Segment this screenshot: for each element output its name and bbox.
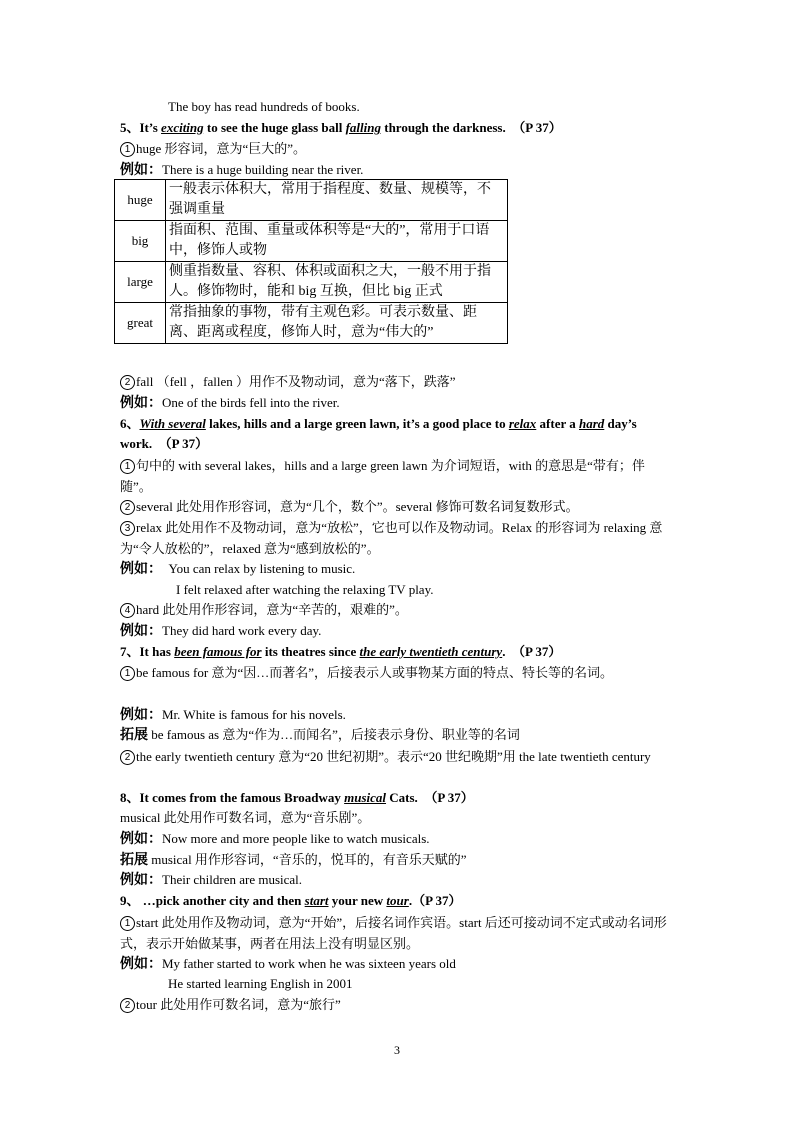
circle-number: 2 xyxy=(120,750,135,765)
table-row xyxy=(115,180,508,221)
note-item: 2 fall （fell ，fallen ）用作不及物动词，意为“落下，跌落” xyxy=(120,372,676,391)
table-row xyxy=(115,262,508,303)
example-line: 例如：There is a huge building near the river. xyxy=(120,162,364,178)
circle-number: 1 xyxy=(120,142,135,157)
example-line: 例如：My father started to work when he was sixteen years old xyxy=(120,956,456,972)
word-cell: huge xyxy=(115,180,166,221)
section-8-heading: 8、It comes from the famous Broadway musical Cats. （P 37） xyxy=(120,790,474,805)
note-item: 1 huge 形容词，意为“巨大的”。 xyxy=(120,139,676,158)
note-item: 1 be famous for 意为“因…而著名”，后接表示人或事物某方面的特点、特长等的名词。 xyxy=(120,662,676,683)
word-cell: large xyxy=(115,262,166,303)
circle-number: 1 xyxy=(120,459,135,474)
circle-number: 1 xyxy=(120,666,135,681)
example-line: 例如：Now more and more people like to watch musicals. xyxy=(120,831,430,847)
circle-number: 4 xyxy=(120,603,135,618)
description-cell: 指面积、范围、重量或体积等是“大的”，常用于口语中，修饰人或物 xyxy=(166,221,508,262)
note-item: 1 句中的 with several lakes，hills and a large green lawn 为介词短语，with 的意思是“带有；伴随”。 xyxy=(120,458,645,494)
word-cell: big xyxy=(115,221,166,262)
example-sentence: The boy has read hundreds of books. xyxy=(168,99,360,114)
extension-line: 拓展 musical 用作形容词，“音乐的，悦耳的，有音乐天赋的” xyxy=(120,852,467,868)
example-line: I felt relaxed after watching the relaxing TV play. xyxy=(176,582,434,597)
note-item: musical 此处用作可数名词，意为“音乐剧”。 xyxy=(120,810,371,825)
example-line: He started learning English in 2001 xyxy=(168,976,353,991)
example-line: 例如： You can relax by listening to music. xyxy=(120,561,356,577)
section-9-heading: 9、 …pick another city and then start your new tour.（P 37） xyxy=(120,893,462,908)
description-cell: 侧重指数量、容积、体积或面积之大，一般不用于指人。修饰物时，能和 big 互换，但比 big 正式 xyxy=(166,262,508,303)
circle-number: 2 xyxy=(120,998,135,1013)
note-item: 1 start 此处用作及物动词，意为“开始”，后接名词作宾语。start 后还可接动词不定式或动名词形式，表示开始做某事，两者在用法上没有明显区别。 xyxy=(120,915,667,951)
circle-number: 2 xyxy=(120,500,135,515)
table-row xyxy=(115,221,508,262)
note-item: 4 hard 此处用作形容词，意为“辛苦的，艰难的”。 xyxy=(120,600,676,619)
section-5-heading: 5、It’s exciting to see the huge glass ball falling through the darkness. （P 37） xyxy=(120,120,562,135)
circle-number: 2 xyxy=(120,375,135,390)
page-number: 3 xyxy=(394,1043,400,1057)
note-item: 3 relax 此处用作不及物动词，意为“放松”，它也可以作及物动词。Relax 的形容词为 relaxing 意为“令人放松的”，relaxed 意为“感到放松的”。 xyxy=(120,520,663,556)
circle-number: 1 xyxy=(120,916,135,931)
description-cell: 常指抽象的事物，带有主观色彩。可表示数量、距离、距离或程度，修饰人时，意为“伟大的” xyxy=(166,303,508,344)
section-7-heading: 7、It has been famous for its theatres since the early twentieth century. （P 37） xyxy=(120,644,562,659)
description-cell: 一般表示体积大，常用于指程度、数量、规模等，不强调重量 xyxy=(166,180,508,221)
example-line: 例如：Mr. White is famous for his novels. xyxy=(120,707,346,723)
example-line: 例如：They did hard work every day. xyxy=(120,623,322,639)
table-row xyxy=(115,303,508,344)
note-item: 2 tour 此处用作可数名词，意为“旅行” xyxy=(120,995,676,1014)
note-item: 2 several 此处用作形容词，意为“几个，数个”。several 修饰可数名词复数形式。 xyxy=(120,497,676,516)
word-comparison-table xyxy=(114,179,508,344)
note-item: 2 the early twentieth century 意为“20 世纪初期”。表示“20 世纪晚期”用 the late twentieth century xyxy=(120,746,676,767)
example-line: 例如：Their children are musical. xyxy=(120,872,303,888)
extension-line: 拓展 be famous as 意为“作为…而闻名”，后接表示身份、职业等的名词 xyxy=(120,727,520,743)
section-6-heading: 6、With several lakes, hills and a large green lawn, it’s a good place to relax after a hard day’s work. （P 37） xyxy=(120,416,637,451)
word-cell: great xyxy=(115,303,166,344)
example-line: 例如：One of the birds fell into the river. xyxy=(120,395,340,411)
circle-number: 3 xyxy=(120,521,135,536)
